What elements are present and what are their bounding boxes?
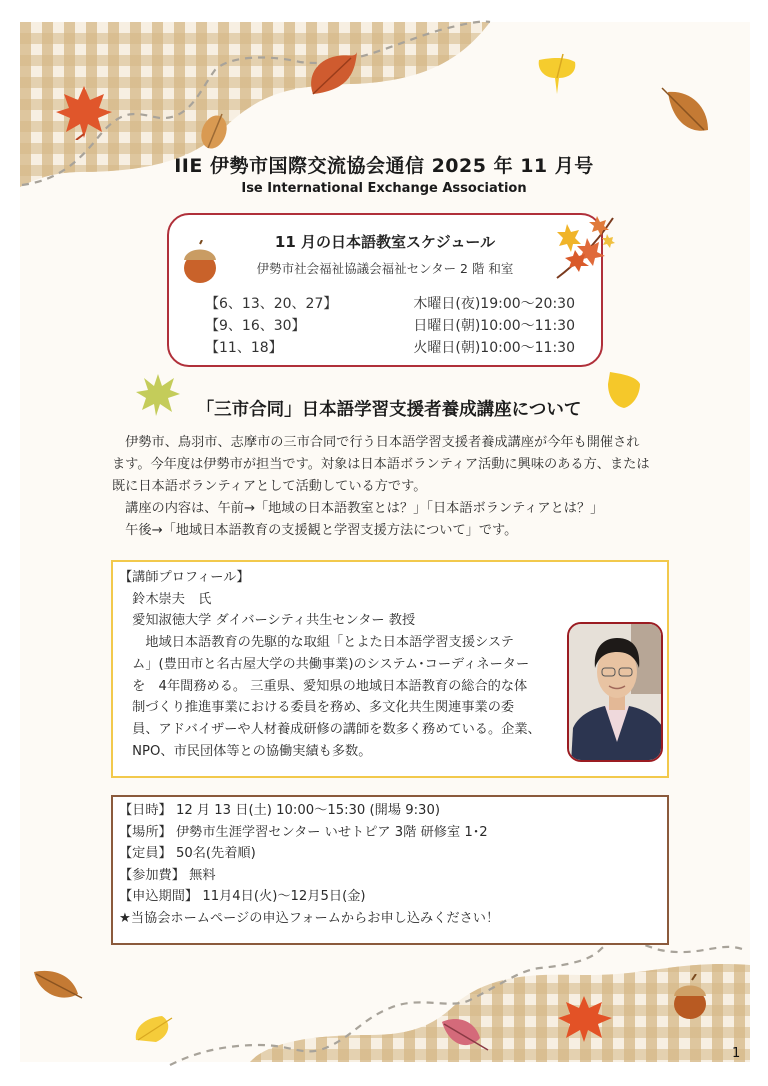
schedule-dates: 【11、18】	[205, 340, 283, 356]
section-title: 「三市合同」日本語学習支援者養成講座について	[196, 400, 582, 420]
bio-line: 制づくり推進事業における委員を務め、多文化共生関連事業の委	[119, 700, 515, 716]
event-fee: 【参加費】 無料	[119, 867, 216, 883]
page-number: 1	[732, 1046, 741, 1061]
bio-line: 員、アドバイザーや人材養成研修の講師を数多く務めている。企業、	[119, 721, 541, 737]
brown-leaf-icon	[660, 86, 712, 136]
schedule-row	[205, 315, 575, 335]
schedule-time: 木曜日(夜)19:00～20:30	[413, 296, 575, 312]
event-location: 【場所】 伊勢市生涯学習センター いせトピア 3階 研修室 1･2	[119, 824, 488, 840]
schedule-row	[205, 337, 575, 357]
maple-leaf-icon	[54, 84, 114, 140]
event-info-box	[111, 795, 669, 945]
event-application-period: 【申込期間】 11月4日(火)～12月5日(金)	[119, 889, 366, 904]
intro-line: ます。今年度は伊勢市が担当です。対象は日本語ボランティア活動に興味のある方、または	[112, 457, 650, 472]
schedule-time: 火曜日(朝)10:00～11:30	[413, 340, 575, 356]
maple-branch-icon	[553, 212, 619, 282]
schedule-dates: 【9、16、30】	[205, 318, 306, 334]
brown-leaf-icon	[32, 968, 84, 1004]
intro-line: 既に日本語ボランティアとして活動している方です。	[112, 479, 427, 494]
maple-leaf-icon	[556, 994, 614, 1044]
schedule-row	[205, 293, 575, 313]
bio-line: 地域日本語教育の先駆的な取組「とよた日本語学習支援システ	[119, 635, 514, 651]
event-application-note: ★当協会ホームページの申込フォームからお申し込みください！	[119, 910, 500, 926]
intro-paragraph	[112, 432, 672, 542]
yellow-leaf-icon	[132, 1014, 174, 1044]
instructor-photo	[567, 622, 663, 762]
intro-line: 講座の内容は、午前→「地域の日本語教室とは？」「日本語ボランティアとは？」	[112, 501, 604, 516]
pink-leaf-icon	[440, 1016, 490, 1054]
acorn-icon	[180, 240, 220, 284]
instructor-affiliation: 愛知淑徳大学 ダイバーシティ共生センター 教授	[119, 613, 416, 629]
intro-line: 伊勢市、鳥羽市、志摩市の三市合同で行う日本語学習支援者養成講座が今年も開催され	[112, 435, 640, 450]
schedule-box	[167, 213, 603, 367]
schedule-title: 11 月の日本語教室スケジュール	[274, 233, 496, 251]
instructor-profile-box	[111, 560, 669, 778]
acorn-icon	[668, 974, 712, 1020]
event-info-text	[119, 800, 499, 929]
profile-text	[119, 567, 541, 762]
ginkgo-leaf-icon	[535, 52, 579, 96]
event-capacity: 【定員】 50名(先着順)	[119, 846, 256, 861]
newsletter-title: IIE 伊勢市国際交流協会通信 2025 年 11 月号	[174, 155, 594, 177]
bio-line: ム」(豊田市と名古屋大学の共働事業)のシステム･コーディネーター	[119, 656, 530, 672]
schedule-venue: 伊勢市社会福祉協議会福祉センター 2 階 和室	[256, 261, 514, 276]
bio-line: を 4年間務める。 三重県、愛知県の地域日本語教育の総合的な体	[119, 678, 528, 694]
intro-line: 午後→「地域日本語教育の支援観と学習支援方法について」です。	[112, 523, 518, 538]
schedule-time: 日曜日(朝)10:00～11:30	[413, 318, 575, 334]
schedule-dates: 【6、13、20、27】	[205, 296, 338, 312]
organization-name: Ise International Exchange Association	[241, 181, 527, 196]
event-datetime: 【日時】 12 月 13 日(土) 10:00～15:30 (開場 9:30)	[119, 803, 440, 818]
brown-leaf-icon	[198, 110, 230, 152]
bio-line: NPO、市民団体等との協働実績も多数。	[119, 743, 372, 759]
profile-heading: 【講師プロフィール】	[119, 570, 250, 585]
red-leaf-icon	[305, 50, 359, 98]
instructor-name: 鈴木崇夫 氏	[119, 591, 212, 607]
